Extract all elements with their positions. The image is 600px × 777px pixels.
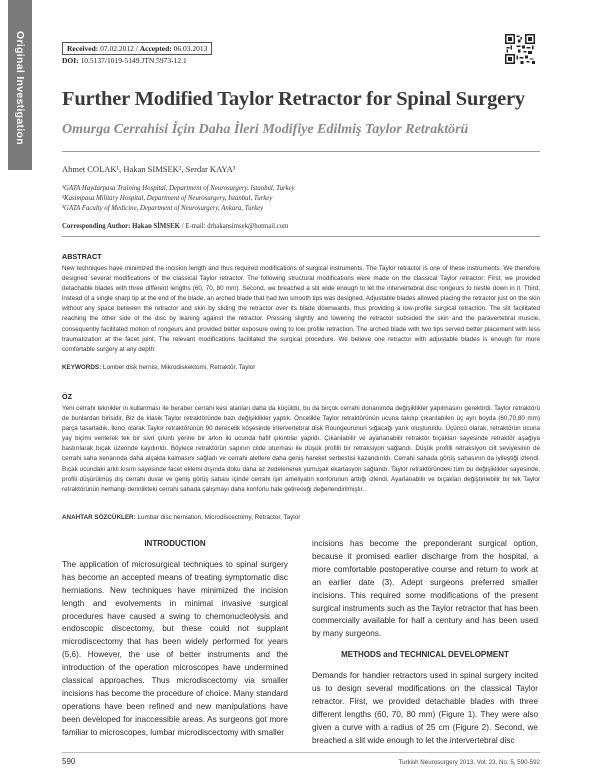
methods-paragraph: Demands for handier retractors used in spinal surgery incited us to design several modifications on the classical Taylor retractor. First, we provided detachable blades with three different lengths (60, 70, 80 mm) (Figure 1). They were also given a curve with a radius of 25 cm (Figure 2). Second, we breached a slit wide enough to let the intervertebral disc bbox=[312, 671, 538, 745]
page-number: 590 bbox=[62, 757, 76, 766]
journal-citation: Turkish Neurosurgery 2013, Vol: 23, No: 5, 590-592 bbox=[398, 759, 540, 766]
corresponding-author bbox=[62, 223, 288, 230]
corresponding-email[interactable]: / E-mail: drhakansimsek@hotmail.com bbox=[179, 223, 289, 230]
side-tab-label: Original Investigation bbox=[14, 31, 26, 145]
introduction-paragraph-continued: incisions has become the preponderant surgical option, because it promised earlier discharge from the hospital, a more comfortable postoperative course and return to work at an earlier date (3). Adept surgeons preferred smaller incisions. This required some modifications of the present surgical instruments such as the Taylor retractor that has been commercially available for half a century and has been used by many surgeons. bbox=[312, 539, 538, 639]
article-title: Further Modified Taylor Retractor for Spinal Surgery bbox=[62, 88, 525, 110]
doi-label: DOI: bbox=[62, 56, 79, 65]
abstract-body: New techniques have minimized the incision length and thus required modifications of surgical instruments. The Taylor retractor is one of these instruments. We therefore designed several modifications of the classical Taylor retractor. The following structural modifications were made on the classical Taylor retractor: First, we provided detachable blades with three different lengths (60, 70, 80 mm). Second, we breached a slit wide enough to let the intervertebral disc rongeurs to nestle down in it. Third, instead of a single sharp tip at the end of the blade, an arched blade that had two smooth tips was designed. Adjustable blades allowed placing the retractor just on the skin without any space between the retractor and skin by sliding the retractor over its blade downwards, thus providing a low-profile surgical retraction. The slit facilitated reaching the other side of the disc by leaning against the retractor. Pressing slightly and lowering the retractor subsided the skin and the paravertebral muscle, consequently facilitated motion of rongeurs and provided better exposure owing to low profile retraction. The arched blade with two tips served better placement with less traumatization at the facet joint. The relevant modifications facilitated the surgical procedure. We believe one retractor with adjustable blades is enough for more comfortable surgery at any depth. bbox=[62, 265, 540, 353]
oz-body: Yeni cerrahi teknikler in kullanması ile beraber cerrahi kesi alanları daha da küçüldü, bu da birçok cerrahi donanımda değişiklikler yapılmasını gerektirdi. Taylor retraktörü de bunlardan birisidir. Biz de klasik Taylor retraktöründe bazı değişiklikler yaptık. Öncelikle Taylor retraktörünün ucuna takılıp çıkarılabilen üç ayrı boyda (60,70,80 mm) parça tasarladık. İkinci olarak Taylor retraktörünün 90 derecelik köşesinde intervertebral disk Roungeurunun sığacağı yarık oluşturuldu. Üçüncü olarak, retraktörün ucuna yay biçimi verilerek tek bir sivri çıkıntı yerine bir arkın iki ucunda hafif çıkıntılar yapıldı. Çıkarılabilir ve ayarlanabilir retraktör bıçakları sayesinde retraktör aşağıya bastırılarak bıçak üzerinde kaydırıldı. Böylece retraktörün sapının cilde oturması ile düşük profilli bir retraksiyon sağlandı. Düşük profilli retraksiyon cilt seviyesinin de cerrahi saha kenarında daha alçakta kalmasını sağladı ve cerrahi aletlere daha geniş hareket serbestisi kazandırıldı. Cerrahi sahada görüş sahasının da iyileştiği izlendi. Bıçak ucundaki arklı kısım sayesinde facet eklemi dışında doku daha az zedelenerek yumuşak ekartasyon sağlandı. Taylor retraktöründeki tüm bu değişiklikler sayesinde, profili düşürülmüş dış cerrahi duvar ve geniş görüş sahası içinde cerrahi işin ameliyatın konforunun arttığı izlendi. Ayarlanabilir ve bıçakları değiştirilebilir bir tek Taylor retraktörünün herhangi derinlikteki cerrahi sahada çalışmayı daha konforlu hale getireceği değerlendirilmiştir. bbox=[62, 405, 540, 493]
anahtar-sozcukler-value: Lumbar disc herniation, Microdiscectomy, Retractor, Taylor bbox=[135, 514, 301, 521]
accepted-date: 06.03.2013 bbox=[173, 44, 208, 53]
methods-heading: METHODS and TECHNICAL DEVELOPMENT bbox=[341, 650, 509, 660]
anahtar-sozcukler-line bbox=[62, 514, 540, 521]
affiliation-1: ¹GATA Haydarpasa Training Hospital, Department of Neurosurgery, Istanbul, Turkey bbox=[62, 185, 295, 192]
received-label: Received: bbox=[67, 44, 99, 53]
right-column bbox=[312, 538, 538, 748]
introduction-heading: INTRODUCTION bbox=[144, 539, 206, 548]
divider bbox=[62, 236, 540, 237]
doi-line bbox=[62, 56, 187, 65]
qr-code-icon[interactable] bbox=[505, 34, 535, 64]
section-side-tab bbox=[8, 0, 32, 170]
article-subtitle: Omurga Cerrahisi İçin Daha İleri Modifiye Edilmiş Taylor Retraktörü bbox=[62, 122, 469, 137]
doi-value: 10.5137/1019-5149.JTN.5973-12.1 bbox=[80, 56, 187, 65]
keywords-label: KEYWORDS: bbox=[62, 364, 102, 371]
corresponding-author-label: Corresponding Author: Hakan SİMSEK bbox=[62, 223, 180, 230]
keywords-line bbox=[62, 364, 540, 371]
footer-divider bbox=[62, 752, 540, 753]
accepted-label: Accepted: bbox=[139, 44, 172, 53]
affiliations bbox=[62, 184, 295, 214]
received-accepted-box: Received: 07.02.2012 / Accepted: 06.03.2013 bbox=[62, 42, 212, 55]
affiliation-3: ³GATA Faculty of Medicine, Department of Neurosurgery, Ankara, Turkey bbox=[62, 205, 264, 212]
affiliation-2: ²Kasimpasa Military Hospital, Department of Neurosurgery, Istanbul, Turkey bbox=[62, 195, 273, 202]
keywords-value: Lomber disk hernisi, Mikrodiskektomi, Retraktör, Taylor bbox=[101, 364, 256, 371]
author-list: Ahmet COLAK¹, Hakan SIMSEK², Serdar KAYA³ bbox=[62, 164, 236, 174]
received-date: 07.02.2012 bbox=[100, 44, 134, 53]
divider bbox=[62, 151, 540, 152]
oz-heading: ÖZ bbox=[62, 392, 72, 401]
introduction-paragraph: The application of microsurgical techniques to spinal surgery has become an accepted means of treating symptomatic disc herniations. New techniques have minimized the incision length and evolvements in minimal invasive surgical procedures have caused a swing to chemonucleolysis and endoscopic discectomy, but these could not supplant microdiscectomy that has been widely performed for years (5,6). However, the use of better instruments and the introduction of the operation microscopes have undermined classical approaches. Thus microdiscectomy via smaller incisions has become the procedure of choice. Many standard operations have been refined and new manipulations have been developed for inaccessible areas. As surgeons got more familiar to microscopes, lumbar microdiscectomy with smaller bbox=[62, 559, 288, 737]
left-column bbox=[62, 538, 288, 740]
abstract-heading: ABSTRACT bbox=[62, 252, 102, 261]
anahtar-sozcukler-label: ANAHTAR SÖZCÜKLER: bbox=[62, 514, 136, 521]
